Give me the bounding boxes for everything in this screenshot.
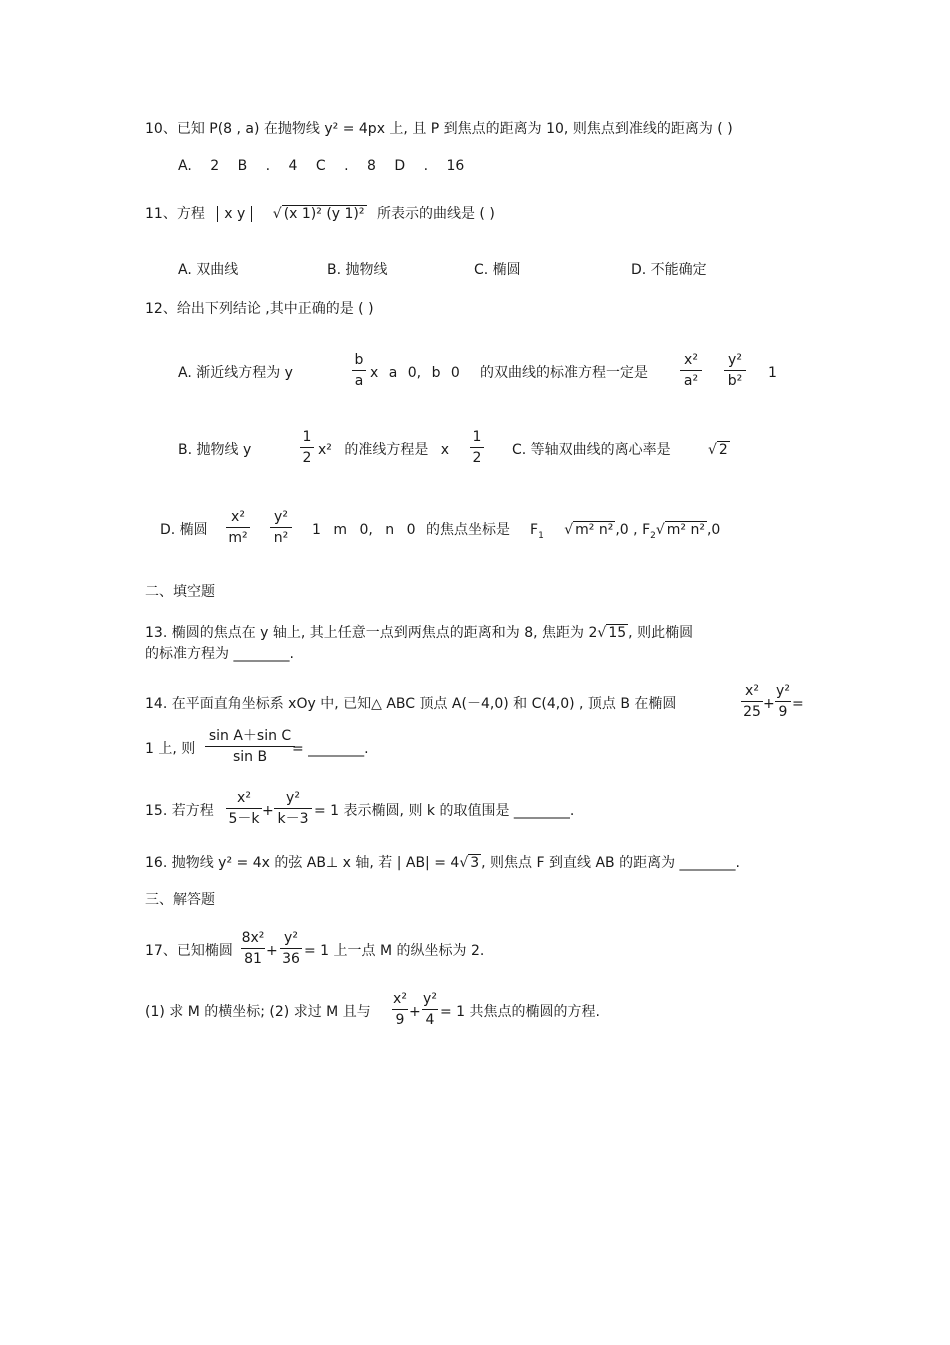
q11-prefix: 11、方程 <box>145 206 205 222</box>
q17-suffix: = 1 上一点 M 的纵坐标为 2. <box>304 943 485 959</box>
q15-d1: 5－k <box>228 811 260 827</box>
q14-frac-sin <box>205 726 295 767</box>
q12-a-cond: x a 0, b 0 <box>370 365 460 381</box>
q17-frac1 <box>241 928 265 969</box>
q17-pd2: 4 <box>425 1012 435 1028</box>
q14-line2-end: = ________. <box>292 741 369 757</box>
section-fill-in-title: 二、填空题 <box>145 584 215 600</box>
q12-a-prefix: A. 渐近线方程为 y <box>178 365 293 381</box>
q12-d-f2-sub: 2 <box>650 531 656 541</box>
q12-a-one: 1 <box>768 365 777 381</box>
q12-d-text: 的焦点坐标是 <box>426 522 510 538</box>
q10-stem: 10、已知 P(8 , a) 在抛物线 y² = 4px 上, 且 P 到焦点的距离为 10, 则焦点到准线的距离为 ( ) <box>145 121 733 137</box>
q16-line: 16. 抛物线 y² = 4x 的弦 AB⊥ x 轴, 若 | AB| = 4√ 3 , 则焦点 F 到直线 AB 的距离为 ________. <box>145 855 740 871</box>
q12-c-text: C. 等轴双曲线的离心率是 <box>512 442 671 458</box>
q11-opt-b: B. 抛物线 <box>327 262 388 278</box>
q15-plus: + <box>262 803 274 819</box>
q12-b-num: 1 <box>302 429 312 445</box>
q12-d-foci: $F_1$ √ m² n² ,0 , $F_2√$ m² n² ,0 <box>530 522 721 541</box>
q12-d-frac-x <box>226 507 250 548</box>
q12-a-frac <box>352 350 366 391</box>
q11-suffix: 所表示的曲线是 ( ) <box>376 206 495 222</box>
q14-sin-num: sin A＋sin C <box>208 728 292 744</box>
q17-frac2 <box>280 928 302 969</box>
q12-d-n2: n² <box>273 530 289 546</box>
q12-d-prefix: D. 椭圆 <box>160 522 208 538</box>
q12-d-frac-y <box>270 507 292 548</box>
q12-b-frac2 <box>470 427 484 468</box>
q16-text-end: , 则焦点 F 到直线 AB 的距离为 ________. <box>481 855 740 871</box>
q15-suffix: = 1 表示椭圆, 则 k 的取值围是 ________. <box>314 803 575 819</box>
q12-b-text: x² 的准线方程是 x <box>318 442 450 458</box>
q17-part-prefix: (1) 求 M 的横坐标; (2) 求过 M 且与 <box>145 1004 371 1020</box>
q13-text: 13. 椭圆的焦点在 y 轴上, 其上任意一点到两焦点的距离和为 8, 焦距为 2 <box>145 625 598 641</box>
q17-pn1: x² <box>393 991 407 1007</box>
q16-text: 16. 抛物线 y² = 4x 的弦 AB⊥ x 轴, 若 | AB| = 4 <box>145 855 460 871</box>
q13-text-end: , 则此椭圆 <box>628 625 694 641</box>
q11-line: 11、方程 x y √ (x 1)² (y 1)² 所表示的曲线是 ( ) <box>145 206 495 222</box>
q16-sqrt: 3 <box>470 855 480 871</box>
q12-d-f1: F <box>530 522 539 538</box>
q12-b-den: 2 <box>302 450 312 466</box>
q13-line1: 13. 椭圆的焦点在 y 轴上, 其上任意一点到两焦点的距离和为 8, 焦距为 2√ 15 , 则此椭圆 <box>145 625 694 641</box>
q15-x2: x² <box>237 790 251 806</box>
q17-pd1: 9 <box>395 1012 405 1028</box>
q11-opt-a: A. 双曲线 <box>178 262 239 278</box>
q12-d-m2: m² <box>228 530 248 546</box>
q12-b-frac1 <box>300 427 314 468</box>
q12-d-cond: 1 m 0, n 0 <box>312 522 416 538</box>
q14-eq: = <box>792 696 804 712</box>
q13-sqrt: 15 <box>608 625 627 641</box>
q14-y2: y² <box>776 683 790 699</box>
q14-frac-y <box>775 681 791 722</box>
q15-d2: k－3 <box>277 811 309 827</box>
q12-a-b2: b² <box>727 373 743 389</box>
q12-b-den2: 2 <box>472 450 482 466</box>
q15-y2: y² <box>286 790 300 806</box>
q14-line2-prefix: 1 上, 则 <box>145 741 196 757</box>
q12-a-text: 的双曲线的标准方程一定是 <box>480 365 648 381</box>
q11-abs: x y <box>217 206 252 222</box>
q12-stem: 12、给出下列结论 ,其中正确的是 ( ) <box>145 301 374 317</box>
q12-d-y2: y² <box>274 509 288 525</box>
q12-b-num2: 1 <box>472 429 482 445</box>
q17-part-plus: + <box>409 1004 421 1020</box>
q12-d-mid: ,0 , F <box>615 522 651 538</box>
q14-x2: x² <box>745 683 759 699</box>
q17-prefix: 17、已知椭圆 <box>145 943 233 959</box>
q12-a-x2: x² <box>684 352 698 368</box>
q13-line2: 的标准方程为 ________. <box>145 646 294 662</box>
q17-part-frac2 <box>422 989 438 1030</box>
q12-c-radicand: 2 <box>718 442 728 458</box>
q11-opt-d: D. 不能确定 <box>631 262 707 278</box>
q14-plus: + <box>763 696 775 712</box>
q12-a-den: a <box>354 373 364 389</box>
q12-a-frac-y <box>724 350 746 391</box>
q12-b-prefix: B. 抛物线 y <box>178 442 252 458</box>
q12-d-f1-sub: 1 <box>538 531 544 541</box>
q14-d9: 9 <box>778 704 788 720</box>
q12-d-r2: m² n² <box>666 522 705 538</box>
q12-a-y2: y² <box>728 352 742 368</box>
q12-d-end: ,0 <box>706 522 721 538</box>
q17-n1: 8x² <box>241 930 265 946</box>
q14-sin-den: sin B <box>232 749 268 765</box>
q10-options: A. 2 B . 4 C . 8 D . 16 <box>178 158 465 174</box>
q15-frac1 <box>226 788 262 829</box>
q11-opt-c: C. 椭圆 <box>474 262 521 278</box>
q12-a-num: b <box>354 352 364 368</box>
q17-d1: 81 <box>244 951 262 967</box>
q15-frac2 <box>274 788 312 829</box>
q11-radical: (x 1)² (y 1)² <box>283 206 365 222</box>
q14-d25: 25 <box>743 704 761 720</box>
q17-pn2: y² <box>423 991 437 1007</box>
q12-a-a2: a² <box>683 373 699 389</box>
q17-part-suffix: = 1 共焦点的椭圆的方程. <box>440 1004 600 1020</box>
q17-d2: 36 <box>282 951 300 967</box>
q17-part-frac1 <box>392 989 408 1030</box>
q14-frac-x <box>741 681 763 722</box>
q17-n2: y² <box>284 930 298 946</box>
q14-line1: 14. 在平面直角坐标系 xOy 中, 已知△ ABC 顶点 A(－4,0) 和 C(4,0) , 顶点 B 在椭圆 <box>145 696 677 712</box>
q15-prefix: 15. 若方程 <box>145 803 214 819</box>
q12-d-x2: x² <box>231 509 245 525</box>
q17-plus: + <box>266 943 278 959</box>
q12-a-frac-x <box>680 350 702 391</box>
section-answer-title: 三、解答题 <box>145 892 215 908</box>
q12-c-sqrt: √ 2 <box>708 442 728 458</box>
q12-d-r1: m² n² <box>575 522 614 538</box>
